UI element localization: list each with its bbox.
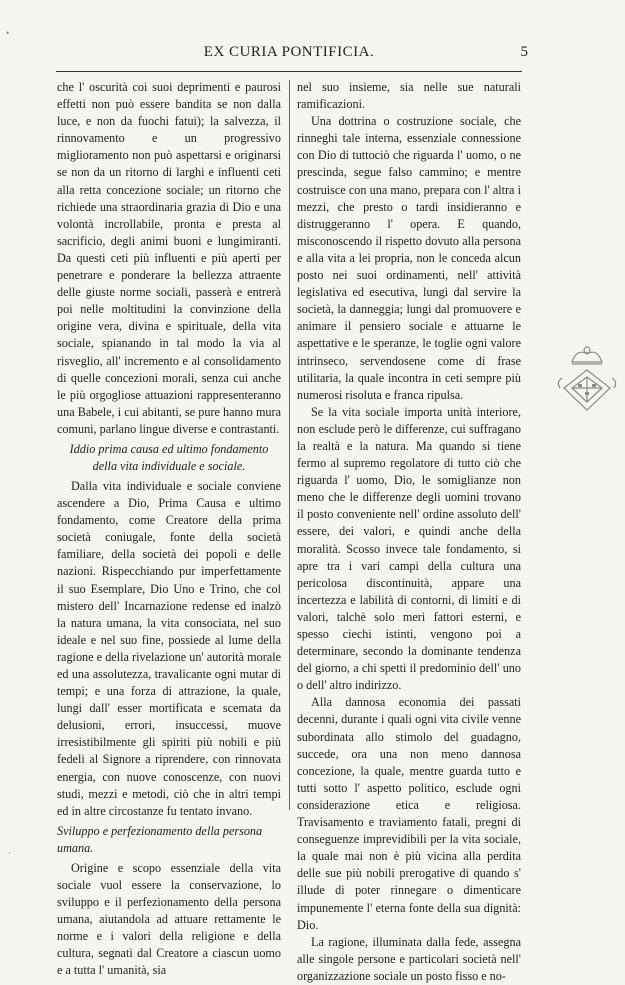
section-heading-god [57,441,281,475]
left-paragraph-3: Origine e scopo essenziale della vita sociale vuol essere la conservazione, lo sviluppo e il perfezionamento della persona umana, aiutandola ad attuare rettamente le norme e i valori della religione e della cultura, segnati dal Creatore a ciascun uomo e a tutta l' umanità, sia [57,860,281,978]
left-paragraph-1: che l' oscurità coi suoi deprimenti e paurosi effetti non può essere bandita se non dalla luce, e non da fuochi fatui); la salvezza, il rinnovamento e un progressivo miglioramento non può aspettarsi e originarsi se non da un ritorno di larghi e influenti ceti alla retta concezione sociale; un ritorno che richiede una straordinaria grazia di Dio e una volontà incrollabile, pronta e presta al sacrificio, degli animi buoni e lungimiranti. Da questi ceti più influenti e più aperti per penetrare e ponderare la bellezza attraente delle giuste norme sociali, passerà e entrerà poi nelle moltitudini la convinzione della origine vera, divina e spirituale, della vita sociale, spianando in tal modo la via al risveglio, all' incremento e al consolidamento di quelle concezioni morali, senza cui anche le più orgogliose attuazioni rappresenteranno una Babele, i cui abitanti, se pure hanno mura comuni, parlano lingue diverse e contrastanti. [57,80,281,436]
right-paragraph-1: nel suo insieme, sia nelle sue naturali ramificazioni. [297,80,521,112]
library-stamp-icon [552,340,622,435]
right-paragraph-2: Una dottrina o costruzione sociale, che rinneghi tale interna, essenziale connessione con Dio di tuttociò che riguarda l' uomo, o ne prescinda, segue falso cammino; e mentre costruisce con una mano, prepara con l' altra i mezzi, che presto o tardi insidieranno e distruggeranno l' opera. E quando, misconoscendo il rispetto dovuto alla persona e alla vita a lei propria, non le conceda alcun posto nei suoi ordinamenti, nell' attività legislativa ed esecutiva, lungi dal servire la società, la danneggia; lungi dal promuovere e animare il pensiero sociale e attuarne le aspettative e le speranze, le toglie ogni valore intrinseco, servendosene come di frase utilitaria, la quale incontra in ceti sempre più numerosi risoluta e franca ripulsa. [297,114,521,402]
left-paragraph-2: Dalla vita individuale e sociale conviene ascendere a Dio, Prima Causa e ultimo fondamento, come Creatore della prima società coniugale, fonte della società familiare, della società dei popoli e delle nazioni. Rispecchiando pur imperfettamente il suo Esemplare, Dio Uno e Trino, che col mistero dell' Incarnazione redense ed inalzò la natura umana, la vita consociata, nel suo ideale e nel suo fine, possiede al lume della ragione e della rivelazione un' autorità morale ed una assolutezza, travalicante ogni mutar di tempi; e una forza di attrazione, la quale, lungi dall' esser mortificata e scemata da delusioni, errori, insuccessi, muove irresistibilmente gli spiriti più nobili e più fedeli al Signore a riprendere, con rinnovata energia, con nuove conoscenze, con nuovi studi, mezzi e metodi, ciò che in altri tempi ed in altre circostanze fu tentato invano. [57,478,281,818]
section-heading-person: Sviluppo e perfezionamento della persona umana. [57,823,263,855]
section-heading-god-line2: della vita individuale e sociale. [92,458,246,473]
header-rule [56,71,522,72]
right-column [297,79,521,985]
column-divider [289,80,290,810]
right-paragraph-3: Se la vita sociale importa unità interiore, non esclude però le differenze, cui suffragano la realtà e la natura. Ma quando si tiene fermo al supremo regolatore di tutto ciò che riguarda l' uomo, Dio, le somiglianze non meno che le differenze degli uomini trovano il posto conveniente nell' ordine assoluto dell' essere, dei valori, e quindi anche della moralità. Scosso invece tale fondamento, si apre tra i vari campi della cultura una pericolosa discontinuità, appare una incertezza e labilità di contorni, di limiti e di valori, talchè solo meri fattori esterni, e spesso ciechi istinti, vengono poi a determinare, secondo la dominante tendenza del giorno, a chi spetti il predominio dell' uno o dell' altro indirizzo. [297,404,521,693]
left-column [57,79,281,980]
right-paragraph-5: La ragione, illuminata dalla fede, assegna alle singole persone e particolari società nell' organizzazione sociale un posto fisso e no- [297,934,521,983]
running-title: EX CURIA PONTIFICIA. [203,44,375,60]
margin-speck: · [8,848,11,858]
page-header [56,44,528,66]
margin-speck: • [6,28,10,38]
page-number: 5 [520,44,528,60]
section-heading-god-line1: Iddio prima causa ed ultimo fondamento [69,441,269,456]
right-paragraph-4: Alla dannosa economia dei passati decenni, durante i quali ogni vita civile venne subordinata allo stimolo del guadagno, succede, ora una non meno dannosa concezione, la quale, mentre guarda tutto e tutti sotto l' aspetto politico, esclude ogni considerazione etica e religiosa. Travisamento e traviamento fatali, pregni di conseguenze imprevidibili per la vita sociale, la quale mai non è più vicina alla perdita delle sue più nobili prerogative di quando s' illude di poter rinnegare o dimenticare impunemente l' eterna fonte della sua dignità: Dio. [297,695,521,932]
